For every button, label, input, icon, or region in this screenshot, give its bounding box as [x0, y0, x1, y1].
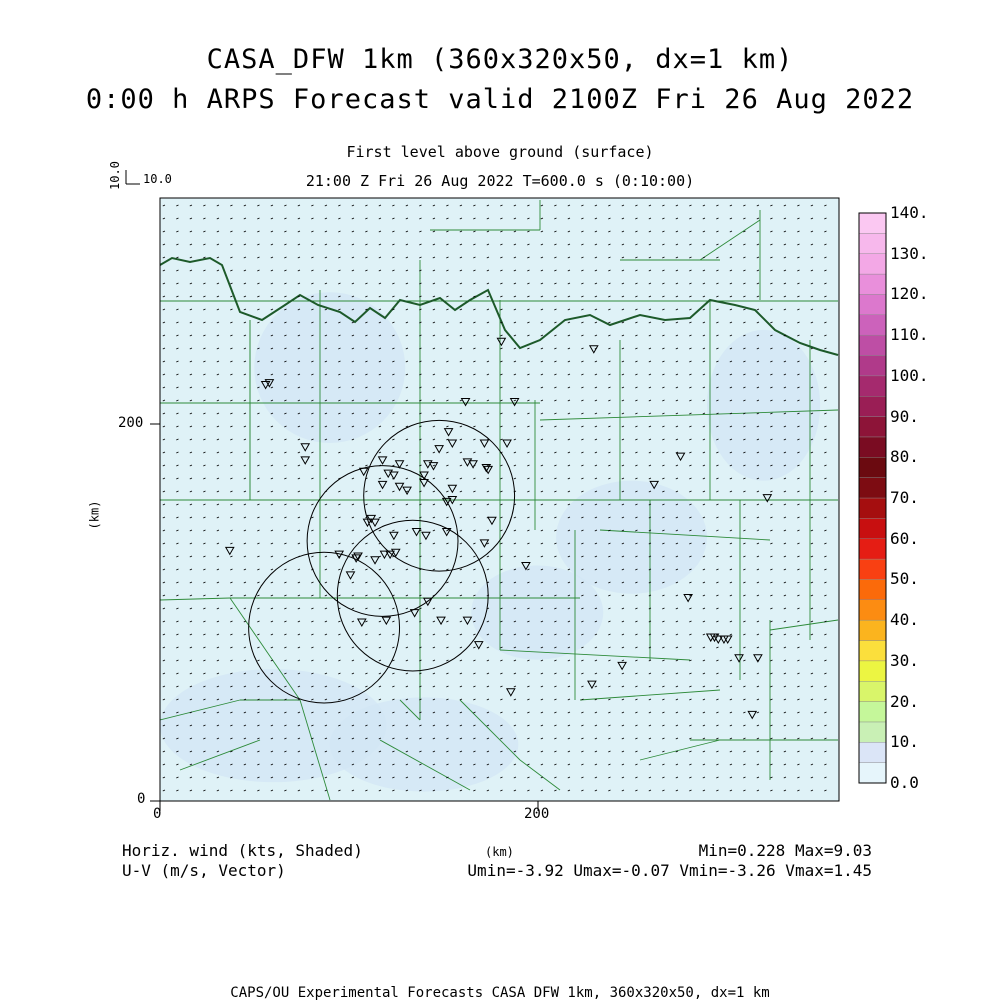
colorbar-label: 130. [890, 243, 929, 263]
colorbar-swatch [859, 579, 886, 599]
reference-vector-u-label: 10.0 [143, 172, 172, 186]
y-axis-label: (km) [87, 500, 102, 530]
colorbar-swatch [859, 315, 886, 335]
reference-vector-v-label: 10.0 [108, 161, 122, 190]
colorbar-label: 40. [890, 610, 919, 630]
colorbar-swatch [859, 396, 886, 416]
colorbar-label: 70. [890, 488, 919, 507]
wind-shade-patch [707, 330, 820, 481]
colorbar-swatch [859, 274, 886, 294]
colorbar-label: 120. [890, 284, 929, 304]
colorbar-swatch [859, 376, 886, 396]
chart-title: CASA_DFW 1km (360x320x50, dx=1 km) [206, 44, 794, 75]
x-axis-label: (km) [485, 845, 514, 859]
colorbar-label: 60. [890, 528, 919, 548]
wind-shade-patch [254, 292, 405, 443]
colorbar-swatch [859, 722, 886, 742]
colorbar-swatch [859, 213, 886, 233]
colorbar [859, 213, 886, 783]
colorbar-label: 20. [890, 691, 919, 711]
colorbar-swatch [859, 457, 886, 477]
colorbar-swatch [859, 498, 886, 518]
colorbar-swatch [859, 233, 886, 253]
colorbar-swatch [859, 356, 886, 376]
colorbar-swatch [859, 437, 886, 457]
colorbar-label: 110. [890, 325, 929, 345]
colorbar-label: 80. [890, 447, 919, 467]
colorbar-label: 0.0 [890, 773, 919, 792]
x-tick-label: 0 [153, 806, 162, 822]
colorbar-swatch [859, 742, 886, 762]
colorbar-swatch [859, 600, 886, 620]
footer-vector-field: U-V (m/s, Vector) [122, 861, 286, 880]
colorbar-swatch [859, 254, 886, 274]
colorbar-swatch [859, 763, 886, 783]
colorbar-swatch [859, 702, 886, 722]
colorbar-label: 10. [890, 732, 919, 752]
y-tick-label: 200 [118, 415, 144, 431]
footer-min-max: Min=0.228 Max=9.03 [698, 841, 872, 860]
colorbar-swatch [859, 539, 886, 559]
colorbar-swatch [859, 559, 886, 579]
colorbar-label: 90. [890, 406, 919, 426]
footer-uv-range: Umin=-3.92 Umax=-0.07 Vmin=-3.26 Vmax=1.45 [467, 861, 872, 880]
colorbar-swatch [859, 681, 886, 701]
wind-shade-patch [330, 697, 519, 791]
footer-shaded-field: Horiz. wind (kts, Shaded) [122, 841, 363, 860]
colorbar-swatch [859, 661, 886, 681]
level-label: First level above ground (surface) [346, 143, 654, 161]
colorbar-label: 100. [890, 365, 929, 385]
chart-subtitle-forecast: 0:00 h ARPS Forecast valid 2100Z Fri 26 Aug 2022 [85, 84, 915, 115]
x-tick-label: 200 [524, 806, 550, 822]
colorbar-swatch [859, 620, 886, 640]
footer-credit: CAPS/OU Experimental Forecasts CASA DFW 1km, 360x320x50, dx=1 km [230, 985, 770, 1001]
colorbar-label: 50. [890, 569, 919, 589]
colorbar-swatch [859, 518, 886, 538]
colorbar-label: 140. [890, 203, 929, 222]
colorbar-swatch [859, 294, 886, 314]
colorbar-swatch [859, 478, 886, 498]
colorbar-swatch [859, 417, 886, 437]
colorbar-swatch [859, 641, 886, 661]
colorbar-label: 30. [890, 650, 919, 670]
reference-vector [126, 170, 140, 184]
wind-shade-patch [471, 565, 603, 659]
colorbar-swatch [859, 335, 886, 355]
y-tick-label: 0 [137, 791, 146, 807]
time-label: 21:00 Z Fri 26 Aug 2022 T=600.0 s (0:10:00) [305, 172, 695, 190]
